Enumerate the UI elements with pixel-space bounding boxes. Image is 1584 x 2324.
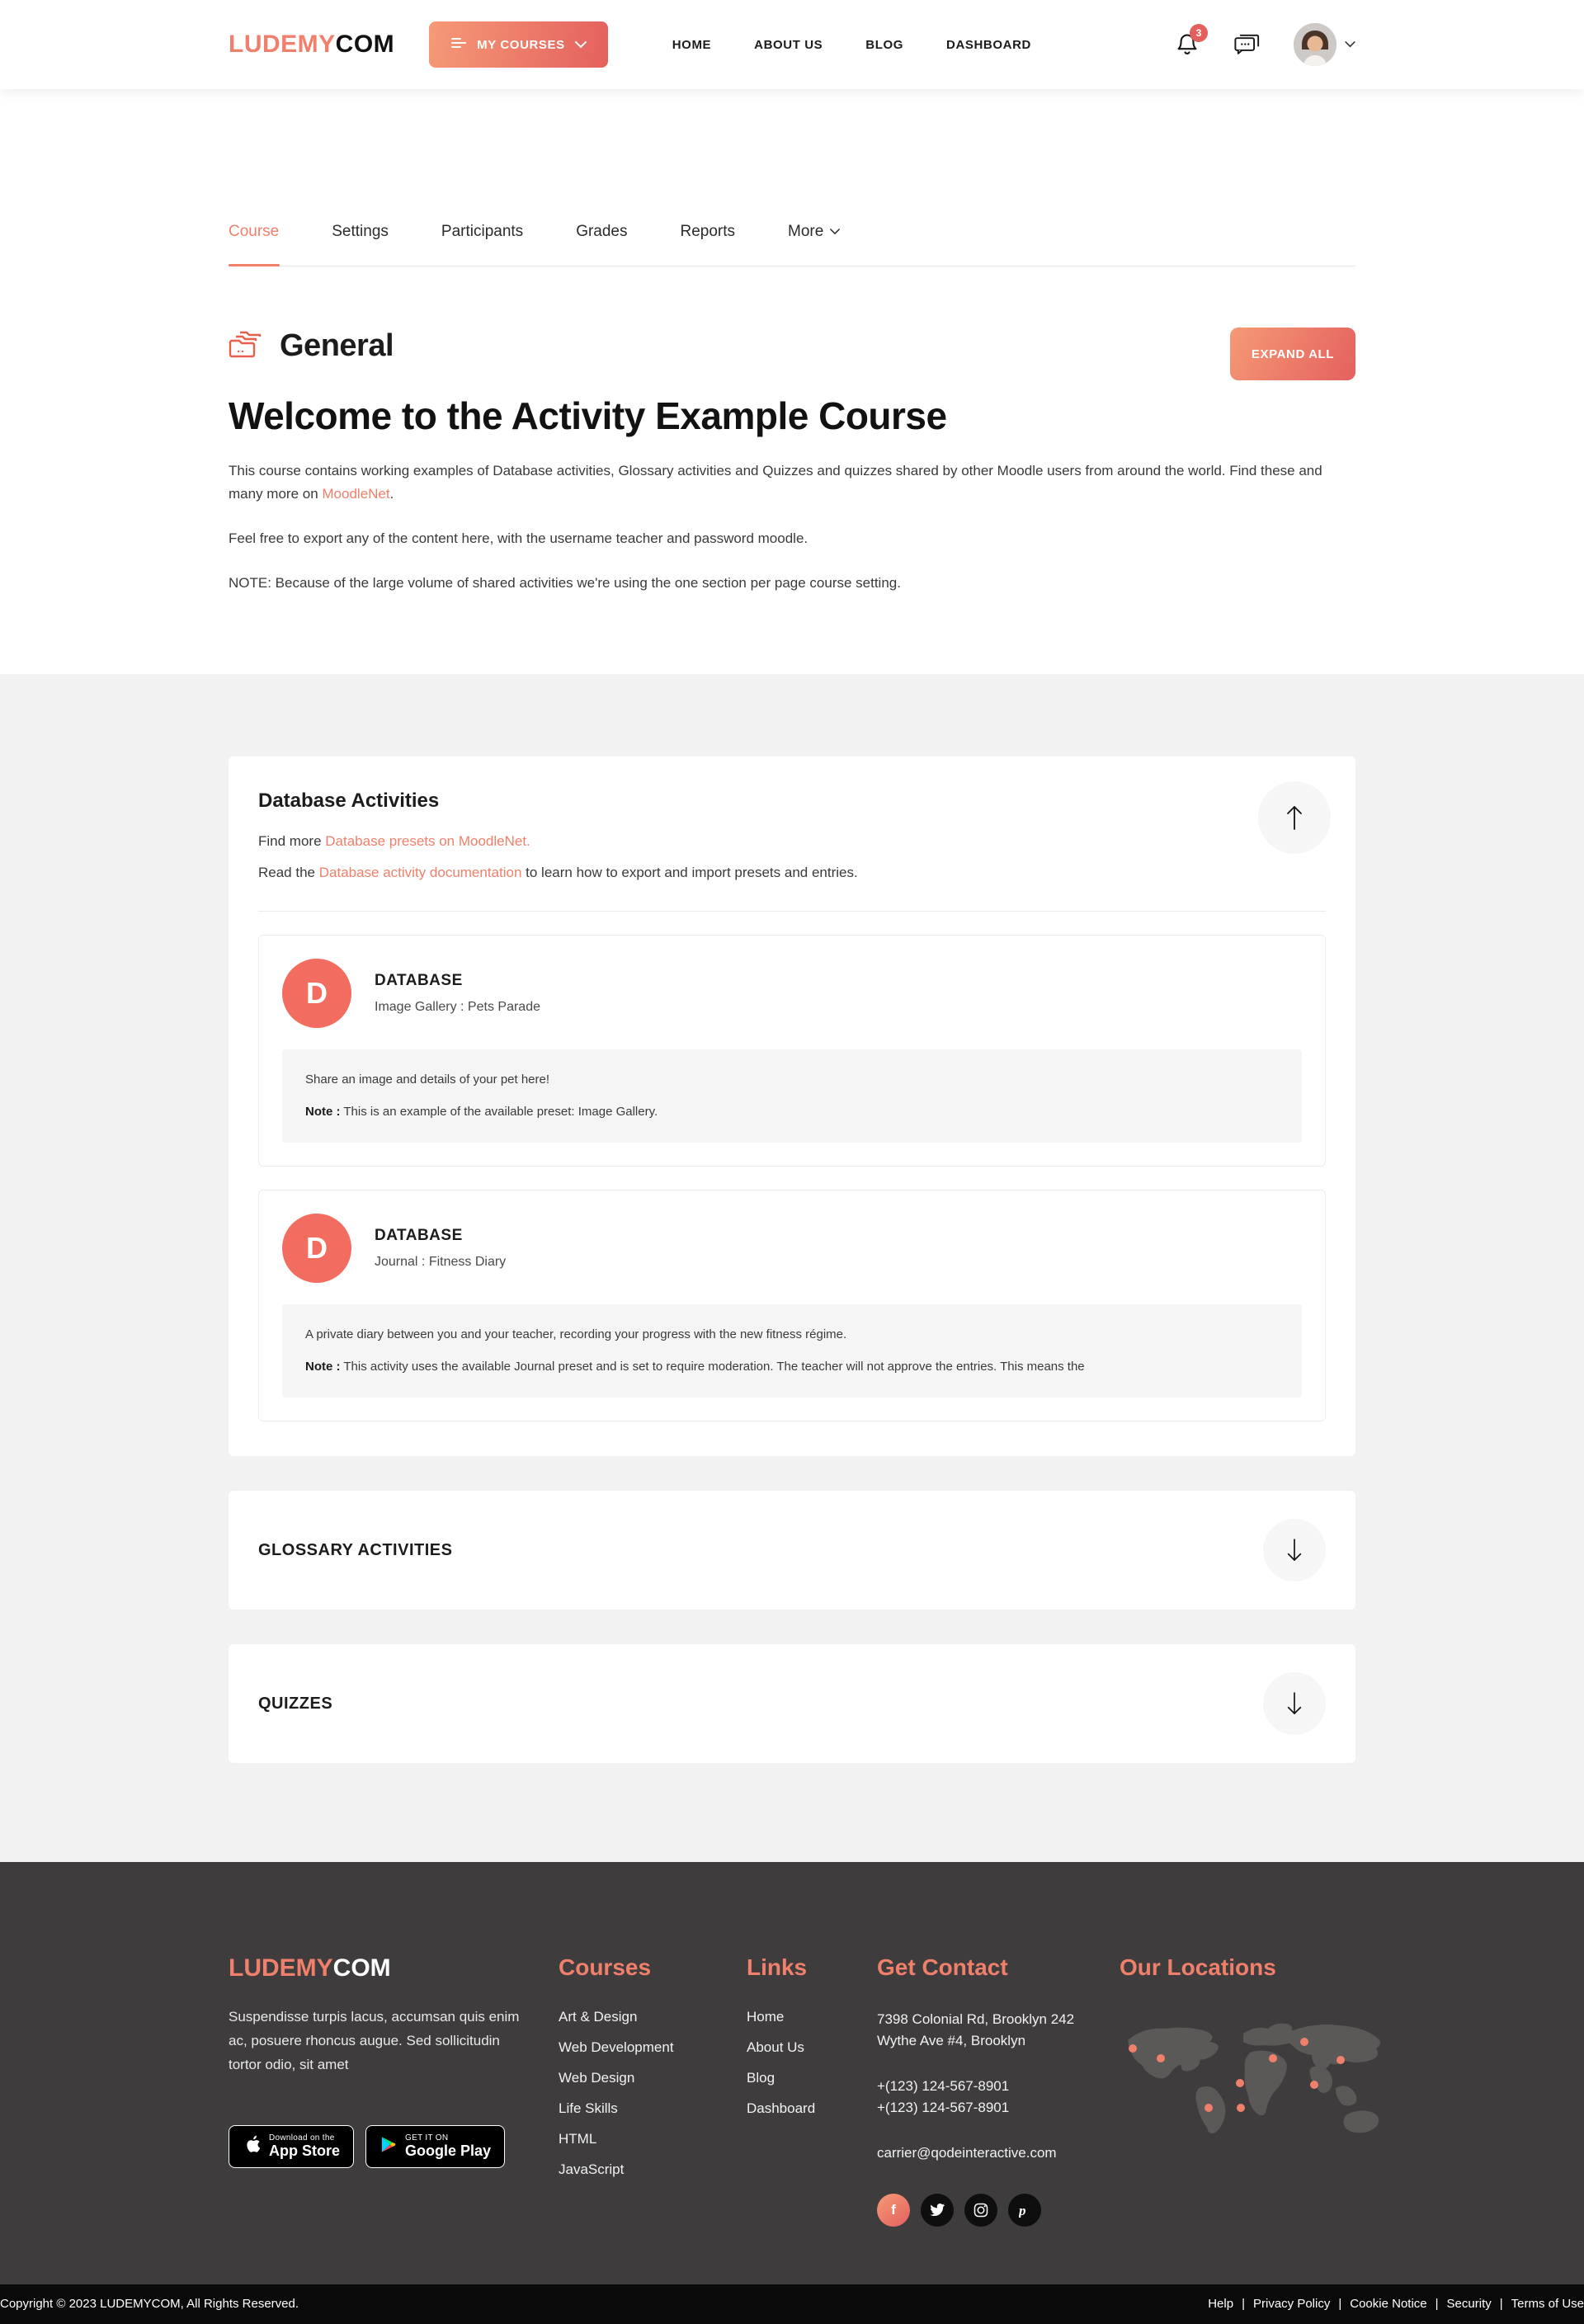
copyright-text: Copyright © 2023 LUDEMYCOM, All Rights Reserved.: [0, 2297, 299, 2312]
footer-brand-column: [229, 1954, 559, 2227]
main-nav: [672, 38, 1031, 52]
note-text: This activity uses the available Journal preset and is set to require moderation. The teacher will not approve the entries. This means the: [340, 1359, 1085, 1374]
database-presets-link[interactable]: Database presets on MoodleNet.: [325, 833, 530, 850]
section-folders-icon: [229, 328, 266, 365]
chat-icon: [1233, 31, 1261, 59]
course-intro-paragraph: [229, 460, 1351, 506]
list-item: [559, 2039, 747, 2056]
arrow-down-icon: [1285, 1690, 1304, 1717]
activity-note: [305, 1358, 1279, 1377]
footer-link-blog[interactable]: Blog: [747, 2070, 776, 2086]
database-docs-link[interactable]: Database activity documentation: [318, 864, 522, 880]
contact-email[interactable]: carrier@qodeinteractive.com: [877, 2145, 1057, 2161]
google-play-line1: GET IT ON: [405, 2133, 449, 2143]
separator: |: [1242, 2297, 1245, 2312]
facebook-icon[interactable]: f: [877, 2194, 910, 2227]
map-marker: [1237, 2104, 1245, 2112]
google-play-icon: [380, 2135, 397, 2158]
map-marker: [1336, 2056, 1345, 2064]
tab-grades[interactable]: Grades: [576, 223, 628, 240]
list-item: [747, 2100, 877, 2117]
security-link[interactable]: Security: [1446, 2297, 1492, 2312]
map-marker: [1157, 2054, 1165, 2062]
messages-button[interactable]: [1233, 31, 1261, 59]
footer-contact-column: [877, 1954, 1120, 2227]
my-courses-label: MY COURSES: [477, 37, 565, 52]
activity-description-box: [282, 1304, 1302, 1398]
moodlenet-link[interactable]: MoodleNet: [322, 486, 390, 502]
read-docs-text: Read the: [258, 864, 319, 880]
contact-phone-1[interactable]: +(123) 124-567-8901: [877, 2078, 1010, 2095]
map-marker: [1236, 2079, 1244, 2087]
course-intro-section: [0, 89, 1584, 674]
database-avatar-badge: D: [282, 959, 351, 1028]
course-note-paragraph: NOTE: Because of the large volume of shared activities we're using the one section per page course setting.: [229, 575, 901, 592]
quizzes-card: [229, 1644, 1355, 1763]
activity-description: A private diary between you and your teacher, recording your progress with the new fitness régime.: [305, 1327, 847, 1342]
tab-course[interactable]: Course: [229, 223, 279, 266]
notification-badge: 3: [1190, 24, 1208, 42]
tab-settings[interactable]: Settings: [332, 223, 389, 240]
contact-phone-2[interactable]: +(123) 124-567-8901: [877, 2099, 1010, 2115]
arrow-up-icon: [1284, 804, 1305, 832]
logo-part-1: LUDEMY: [229, 31, 336, 58]
activity-description-box: [282, 1049, 1302, 1143]
map-marker: [1204, 2104, 1213, 2112]
map-marker: [1310, 2081, 1318, 2089]
list-item: [747, 2070, 877, 2086]
note-label: Note :: [305, 1104, 341, 1119]
list-item: [559, 2131, 747, 2147]
database-activities-card: [229, 757, 1355, 1456]
contact-address-line1: 7398 Colonial Rd, Brooklyn 242: [877, 2011, 1075, 2028]
footer-link-life-skills[interactable]: Life Skills: [559, 2100, 618, 2117]
activity-description: Share an image and details of your pet here!: [305, 1072, 550, 1087]
chevron-down-icon: [830, 229, 840, 235]
footer-links-column: [747, 1954, 877, 2227]
footer-link-web-design[interactable]: Web Design: [559, 2070, 635, 2086]
help-link[interactable]: Help: [1208, 2297, 1234, 2312]
separator: |: [1499, 2297, 1503, 2312]
footer-link-html[interactable]: HTML: [559, 2131, 597, 2147]
arrow-down-icon: [1285, 1537, 1304, 1563]
tab-more-label: More: [788, 223, 824, 240]
read-docs-text-end: to learn how to export and import presets and entries.: [521, 864, 858, 880]
site-footer: [0, 1862, 1584, 2284]
tab-participants[interactable]: Participants: [441, 223, 524, 240]
my-courses-button[interactable]: [429, 21, 608, 68]
map-marker: [1300, 2038, 1308, 2046]
twitter-icon[interactable]: [921, 2194, 954, 2227]
activity-item-journal: [258, 1190, 1326, 1421]
google-play-badge[interactable]: [365, 2125, 505, 2168]
footer-locations-column: [1120, 1954, 1392, 2227]
intro-text-end: .: [389, 486, 394, 502]
chevron-down-icon: [1345, 37, 1355, 52]
logo[interactable]: [229, 31, 394, 59]
nav-link-home[interactable]: HOME: [672, 37, 712, 52]
activity-type-label: DATABASE: [375, 1227, 463, 1245]
divider: [258, 911, 1326, 912]
database-activities-title: Database Activities: [258, 790, 440, 813]
pinterest-icon[interactable]: [1008, 2194, 1041, 2227]
course-tabs: [229, 223, 1355, 266]
list-item: [747, 2039, 877, 2056]
list-item: [559, 2009, 747, 2025]
footer-logo-part-1: LUDEMY: [229, 1954, 333, 1982]
privacy-policy-link[interactable]: Privacy Policy: [1252, 2297, 1331, 2312]
logo-part-2: COM: [335, 31, 395, 58]
app-store-badge[interactable]: [229, 2125, 354, 2168]
world-map: [1120, 2009, 1392, 2161]
find-more-text: Find more: [258, 833, 326, 850]
note-text: This is an example of the available preset: Image Gallery.: [340, 1104, 658, 1119]
notifications-button[interactable]: [1175, 26, 1202, 59]
database-avatar-badge: D: [282, 1214, 351, 1283]
footer-link-art-design[interactable]: Art & Design: [559, 2009, 638, 2025]
app-store-line1: Download on the: [269, 2133, 335, 2143]
list-item: [559, 2070, 747, 2086]
list-item: [559, 2161, 747, 2178]
activities-section: [0, 674, 1584, 1862]
footer-link-javascript[interactable]: JavaScript: [559, 2161, 625, 2178]
collapse-section-button[interactable]: [1258, 781, 1331, 854]
expand-glossary-button[interactable]: [1263, 1519, 1326, 1582]
find-more-line: [258, 831, 1326, 852]
apple-icon: [243, 2133, 261, 2159]
footer-locations-heading: Our Locations: [1120, 1954, 1276, 1981]
footer-link-home[interactable]: Home: [747, 2009, 785, 2025]
nav-link-blog[interactable]: BLOG: [865, 37, 904, 52]
social-links: [877, 2194, 1120, 2227]
activity-title-link[interactable]: Image Gallery : Pets Parade: [375, 1000, 540, 1015]
map-marker: [1129, 2044, 1137, 2053]
activity-note: [305, 1103, 1279, 1122]
footer-link-about-us[interactable]: About Us: [747, 2039, 804, 2056]
footer-description: Suspendisse turpis lacus, accumsan quis enim ac, posuere rhoncus augue. Sed sollicitudin tortor odio, sit amet: [229, 2009, 520, 2072]
list-item: [559, 2100, 747, 2117]
section-label: General: [280, 328, 394, 363]
footer-logo[interactable]: [229, 1954, 391, 1982]
glossary-activities-title: GLOSSARY ACTIVITIES: [258, 1540, 453, 1559]
tab-more[interactable]: [788, 223, 840, 266]
terms-of-use-link[interactable]: Terms of Use: [1511, 2297, 1584, 2312]
footer-link-dashboard[interactable]: Dashboard: [747, 2100, 816, 2117]
footer-link-web-development[interactable]: Web Development: [559, 2039, 674, 2056]
footer-links-heading: Links: [747, 1954, 808, 1981]
cookie-notice-link[interactable]: Cookie Notice: [1350, 2297, 1427, 2312]
separator: |: [1338, 2297, 1342, 2312]
site-header: [0, 0, 1584, 89]
list-item: [747, 2009, 877, 2025]
footer-logo-part-2: COM: [332, 1954, 391, 1982]
courses-menu-icon: [450, 35, 467, 54]
contact-address-line2: Wythe Ave #4, Brooklyn: [877, 2032, 1026, 2048]
chevron-down-icon: [575, 38, 587, 52]
nav-link-about-us[interactable]: ABOUT US: [754, 37, 823, 52]
user-menu[interactable]: [1294, 23, 1355, 66]
copyright-bar: [0, 2284, 1584, 2324]
tab-reports[interactable]: Reports: [680, 223, 736, 240]
map-marker: [1269, 2054, 1277, 2062]
avatar: [1294, 23, 1336, 66]
note-label: Note :: [305, 1359, 341, 1374]
instagram-icon[interactable]: [964, 2194, 997, 2227]
expand-all-button[interactable]: EXPAND ALL: [1230, 328, 1355, 380]
app-store-line2: App Store: [269, 2143, 341, 2160]
legal-links: [1208, 2297, 1584, 2311]
quizzes-title: QUIZZES: [258, 1694, 333, 1713]
svg-text:p: p: [1019, 2202, 1026, 2218]
activity-title-link[interactable]: Journal : Fitness Diary: [375, 1255, 507, 1270]
footer-contact-heading: Get Contact: [877, 1954, 1008, 1981]
separator: |: [1435, 2297, 1439, 2312]
intro-text: This course contains working examples of Database activities, Glossary activities and Quizzes and quizzes shared by other Moodle users from around the world. Find these and many more on: [229, 463, 1322, 502]
activity-item-image-gallery: [258, 935, 1326, 1167]
footer-courses-heading: Courses: [559, 1954, 652, 1981]
read-docs-line: [258, 862, 1326, 884]
activity-type-label: DATABASE: [375, 972, 463, 990]
course-export-paragraph: Feel free to export any of the content here, with the username teacher and password moodle.: [229, 530, 808, 547]
google-play-line2: Google Play: [405, 2143, 492, 2160]
glossary-activities-card: [229, 1491, 1355, 1610]
footer-courses-column: [559, 1954, 747, 2227]
course-title: Welcome to the Activity Example Course: [229, 394, 947, 437]
expand-quizzes-button[interactable]: [1263, 1672, 1326, 1735]
nav-link-dashboard[interactable]: DASHBOARD: [946, 37, 1031, 52]
